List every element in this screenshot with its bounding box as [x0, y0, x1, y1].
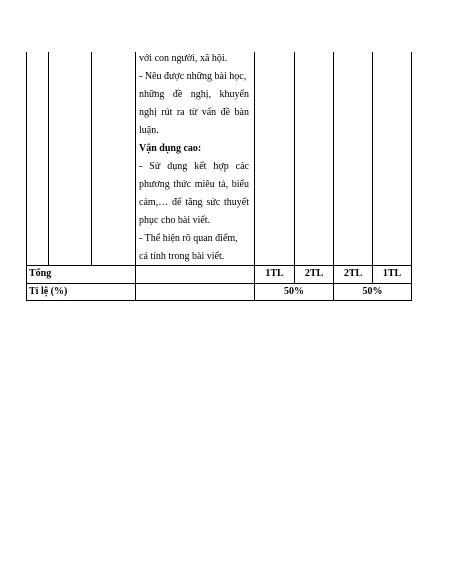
table-bottom-border: [26, 300, 411, 301]
content-heading-van-dung-cao: Vận dụng cao:: [139, 143, 202, 154]
table-col-divider-6: [333, 52, 334, 301]
content-line-3: những đề nghị, khuyến: [139, 89, 249, 100]
table-border-left: [26, 52, 27, 301]
content-line-8: phương thức miêu tả, biểu: [139, 179, 249, 190]
content-line-11: - Thể hiện rõ quan điểm,: [139, 233, 238, 244]
content-line-2: - Nêu được những bài học,: [139, 71, 247, 82]
content-line-1: với con người, xã hội.: [139, 53, 228, 64]
total-value-4: 1TL: [382, 268, 402, 279]
total-row-label: Tổng: [29, 268, 52, 279]
content-line-7: - Sử dụng kết hợp các: [139, 161, 249, 172]
table-col-divider-3: [135, 52, 136, 301]
content-line-12: cá tính trong bài viết.: [139, 251, 225, 262]
content-line-9: cảm,… để tăng sức thuyết: [139, 197, 249, 208]
total-row-top-border: [26, 265, 411, 266]
table-col-divider-1: [48, 52, 49, 265]
table-col-divider-2: [91, 52, 92, 265]
ratio-row-top-border: [26, 283, 411, 284]
table-col-divider-4: [254, 52, 255, 301]
table-col-divider-5: [294, 52, 295, 283]
ratio-value-2: 50%: [362, 286, 383, 297]
table-col-divider-7: [372, 52, 373, 283]
table-border-right: [411, 52, 412, 301]
total-value-3: 2TL: [343, 268, 363, 279]
content-line-5: luận.: [139, 125, 159, 136]
ratio-value-1: 50%: [284, 286, 304, 297]
total-value-2: 2TL: [304, 268, 324, 279]
total-value-1: 1TL: [265, 268, 284, 279]
content-line-10: phục cho bài viết.: [139, 215, 211, 226]
ratio-row-label: Tỉ lệ (%): [29, 286, 68, 297]
content-line-4: nghị rút ra từ vấn đề bàn: [139, 107, 249, 118]
